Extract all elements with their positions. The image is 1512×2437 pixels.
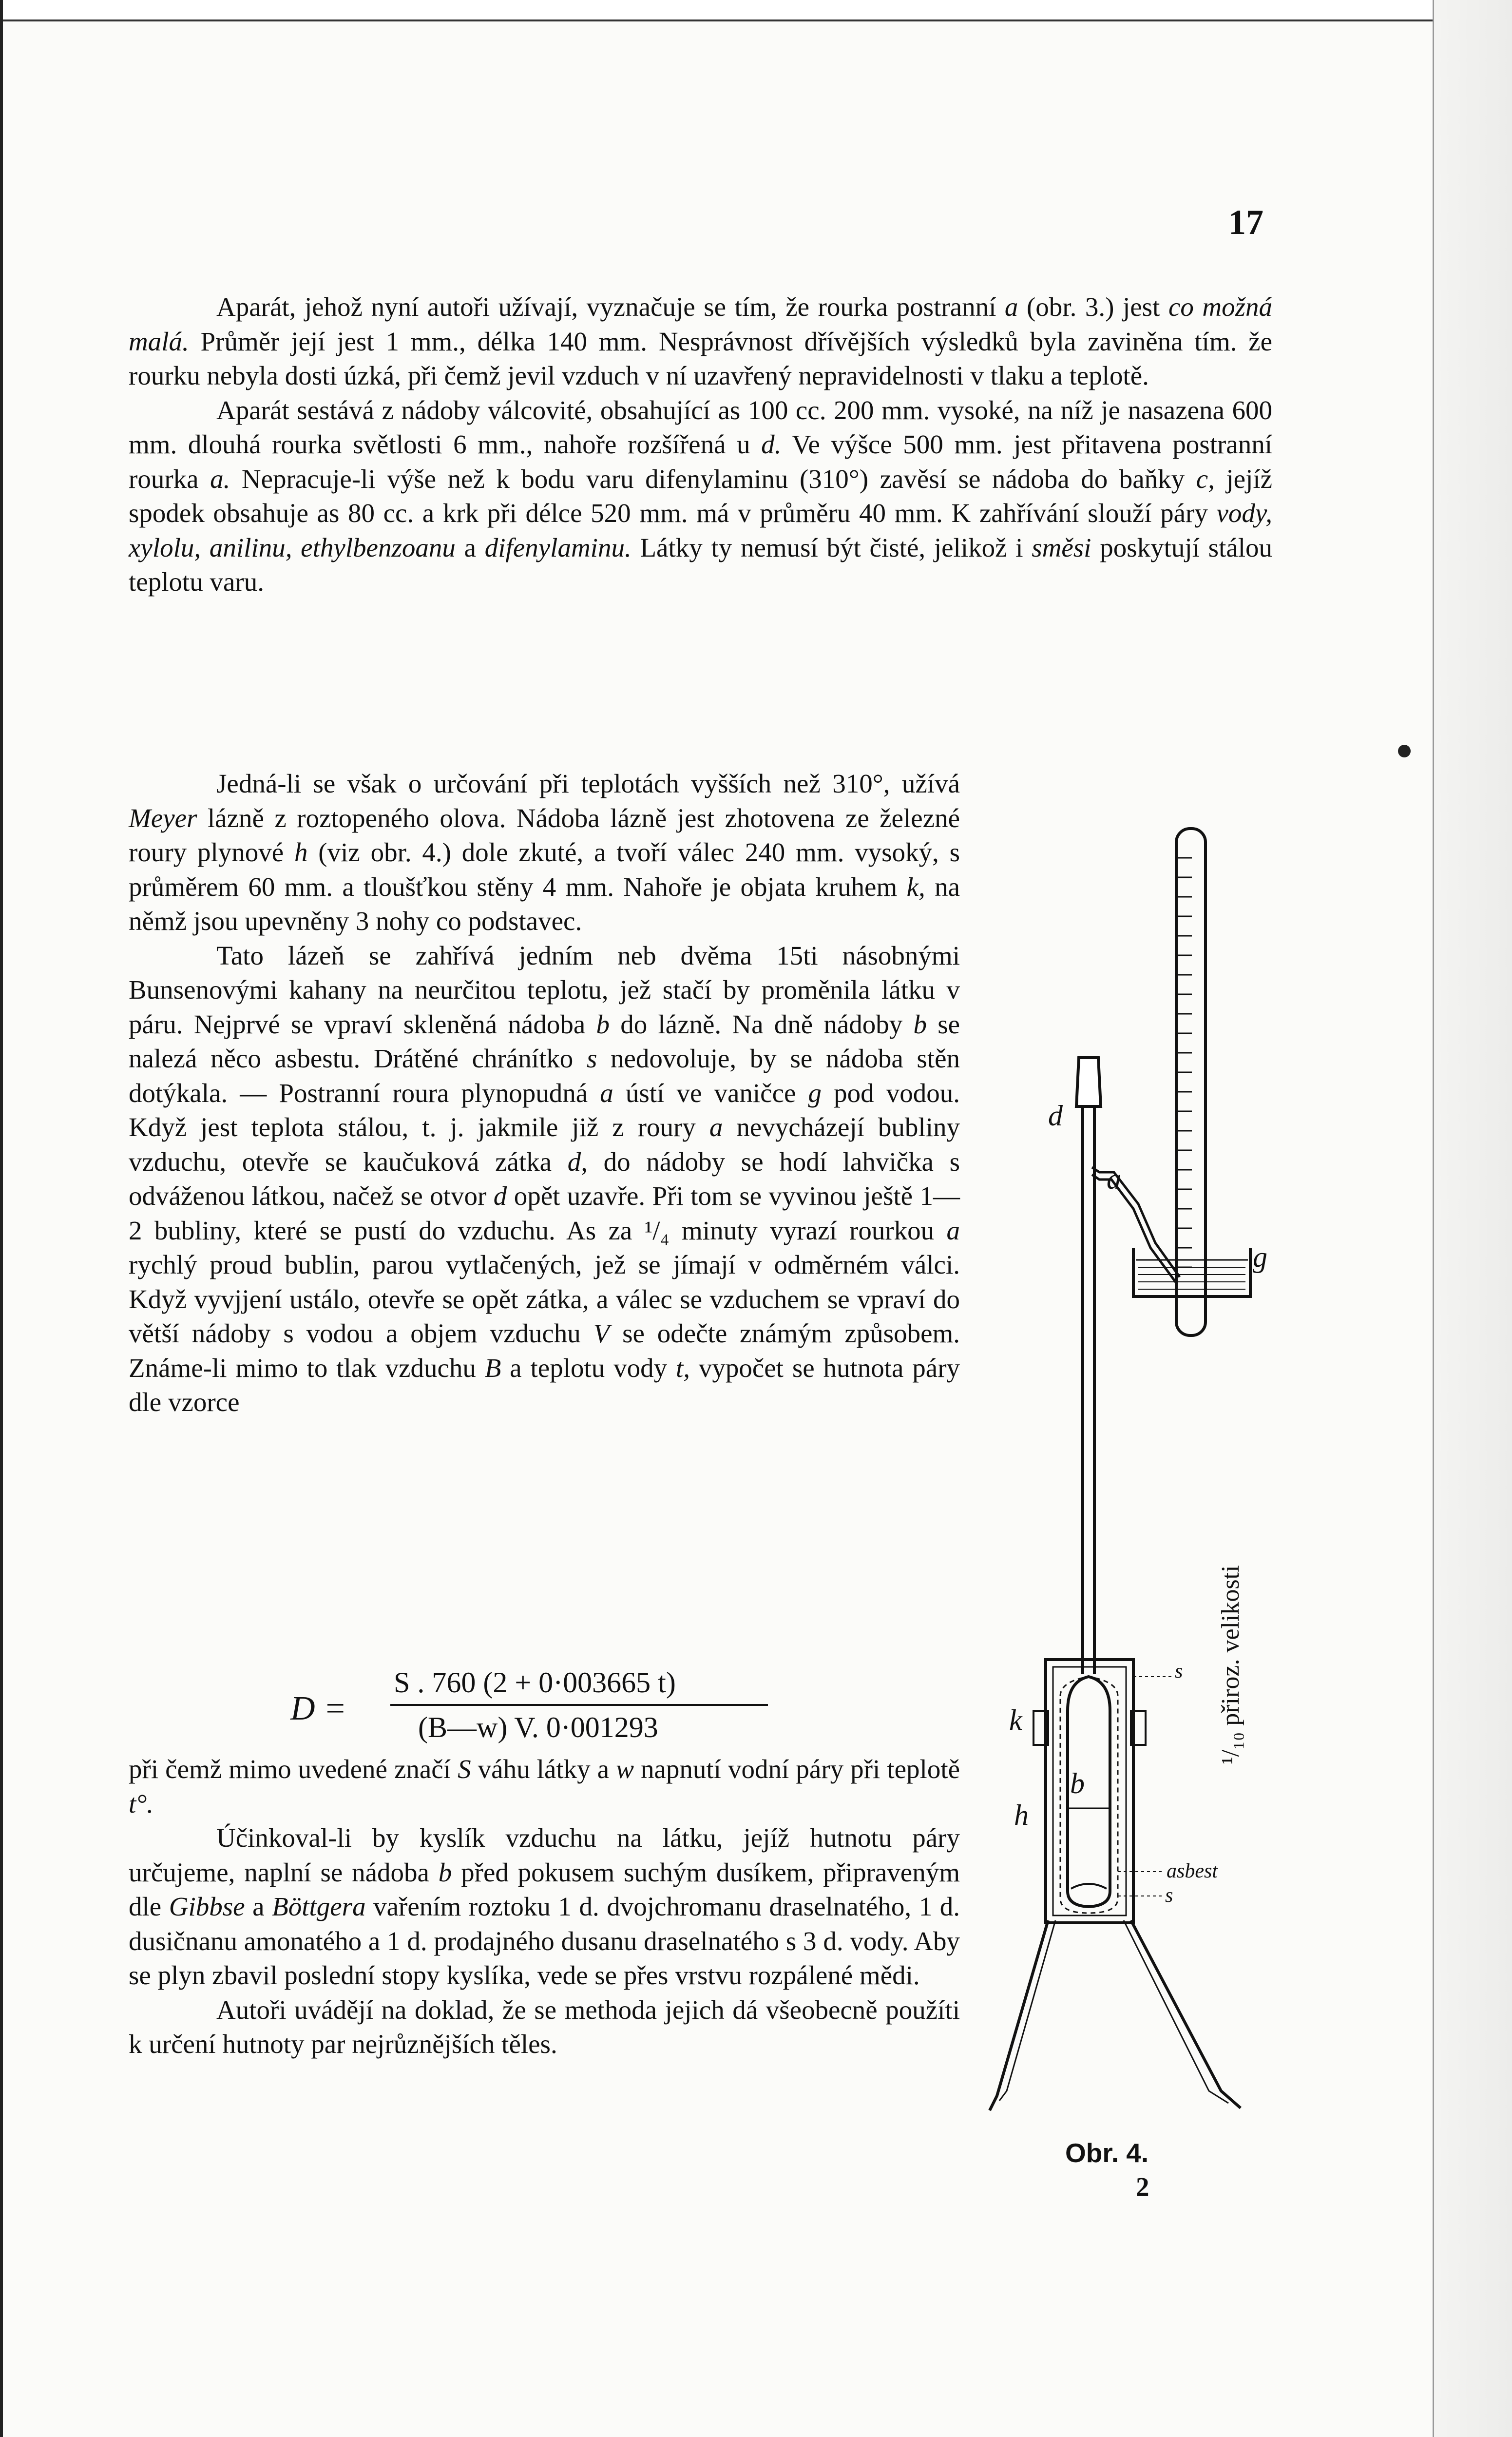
- signature-mark: 2: [1136, 2172, 1149, 2202]
- text-block-bottom: [129, 1752, 960, 2062]
- formula-numerator: S . 760 (2 + 0·003665 t): [394, 1666, 676, 1699]
- asbestos-layer: [1071, 1884, 1107, 1889]
- density-formula: [290, 1666, 778, 1751]
- rubber-stopper: [1076, 1058, 1101, 1106]
- scan-top-edge: [3, 0, 1512, 21]
- formula-denominator: (B—w) V. 0·001293: [418, 1711, 658, 1743]
- margin-dot: [1398, 745, 1411, 757]
- formula-fraction-bar: [390, 1704, 768, 1706]
- figure-caption: Obr. 4.: [1065, 2138, 1149, 2168]
- label-g: g: [1253, 1241, 1267, 1273]
- paragraph-3: Jedná-li se však o určování při teplotách vyšších než 310°, užívá Meyer lázně z roztopeného olova. Nádoba lázně jest zhotovena ze železné roury plynové h (viz obr. 4.) dole zkuté, a tvoří válec 240 mm. vysoký, s průměrem 60 mm. a tloušťkou stěny 4 mm. Nahoře je objata kruhem k, na němž jsou upevněny 3 nohy co podstavec.: [129, 769, 960, 936]
- paragraph-7: Autoři uvádějí na doklad, že se methoda jejich dá všeobecně použíti k určení hutnoty par nejrůznějších těles.: [129, 1994, 960, 2059]
- text-block-top: [129, 290, 1272, 600]
- apparatus-figure: [987, 804, 1289, 2169]
- label-asbest: asbest: [1167, 1860, 1218, 1882]
- cylinder-graduation: [1178, 858, 1192, 1267]
- apparatus-drawing: [987, 804, 1289, 2169]
- paragraph-1: Aparát, jehož nyní autoři užívají, vyznačuje se tím, že rourka postranní a (obr. 3.) jest co možná malá. Průměr její jest 1 mm., délka 140 mm. Nesprávnost dřívějších výsledků byla zaviněna tím. že rourku nebyla dosti úzká, při čemž jevil vzduch v ní uzavřený nepravidelnosti v tlaku a teplotě.: [129, 292, 1273, 390]
- label-d: d: [1048, 1100, 1063, 1132]
- tripod-leg-right: [1131, 1920, 1241, 2108]
- label-a: a: [1107, 1163, 1121, 1195]
- scale-note: ¹/₁₀ přiroz. velikosti: [1217, 1565, 1244, 1764]
- label-h: h: [1014, 1799, 1029, 1831]
- formula-lhs: D =: [290, 1690, 347, 1727]
- paragraph-4: Tato lázeň se zahřívá jedním neb dvěma 15ti násobnými Bunsenovými kahany na neurčitou teplotu, jež stačí by proměnila látku v páru. Nejprvé se vpraví skleněná nádoba b do lázně. Na dně nádoby b se nalezá něco asbestu. Drátěné chránítko s nedovoluje, by se nádoba stěn dotýkala. — Postranní roura plynopudná a ústí ve vaničce g pod vodou. Když jest teplota stálou, t. j. jakmile již z roury a nevycházejí bubliny vzduchu, otevře se kaučuková zátka d, do nádoby se hodí lahvička s odváženou látkou, načež se otvor d opět uzavře. Při tom se vyvinou ještě 1—2 bubliny, které se pustí do vzduchu. As za ¹/₄ minuty vyrazí rourkou a rychlý proud bublin, parou vytlačených, jež se jímají v odměrném válci. Když vyvjjení ustálo, otevře se opět zátka, a válec se vzduchem se vpraví do větší nádoby s vodou a objem vzduchu V se odečte známým způsobem. Známe-li mimo to tlak vzduchu B a teplotu vody t, vypočet se hutnota páry dle vzorce: [129, 940, 960, 1417]
- label-s-bottom: s: [1165, 1884, 1173, 1907]
- paragraph-2: Aparát sestává z nádoby válcovité, obsahující as 100 cc. 200 mm. vysoké, na níž je nasazena 600 mm. dlouhá rourka světlosti 6 mm., nahoře rozšířená u d. Ve výšce 500 mm. jest přitavena postranní rourka a. Nepracuje-li výše než k bodu varu difenylaminu (310°) zavěsí se nádoba do baňky c, jejíž spodek obsahuje as 80 cc. a krk při délce 520 mm. má v průměru 40 mm. K zahřívání slouží páry vody, xylolu, anilinu, ethylbenzoanu a difenylaminu. Látky ty nemusí být čisté, jelikož i směsi poskytují stálou teplotu varu.: [129, 395, 1273, 597]
- label-s-top: s: [1175, 1660, 1183, 1683]
- tripod-leg-left: [990, 1920, 1048, 2110]
- page-number: 17: [1228, 203, 1263, 242]
- label-k: k: [1009, 1704, 1022, 1736]
- text-block-column: [129, 767, 960, 1420]
- label-b: b: [1070, 1767, 1085, 1799]
- scan-right-edge: [1433, 0, 1512, 2437]
- paragraph-6: Účinkoval-li by kyslík vzduchu na látku, jejíž hutnotu páry určujeme, naplní se nádoba b před pokusem suchým dusíkem, připraveným dle Gibbse a Böttgera vařením roztoku 1 d. dvojchromanu draselnatého, 1 d. dusičnanu amonatého a 1 d. prodajného dusanu draselnatého s 3 d. vody. Aby se plyn zbavil poslední stopy kyslíka, vede se přes vrstvu rozpálené mědi.: [129, 1823, 960, 1990]
- paragraph-5: při čemž mimo uvedené značí S váhu látky a w napnutí vodní páry při teplotě t°.: [129, 1754, 960, 1818]
